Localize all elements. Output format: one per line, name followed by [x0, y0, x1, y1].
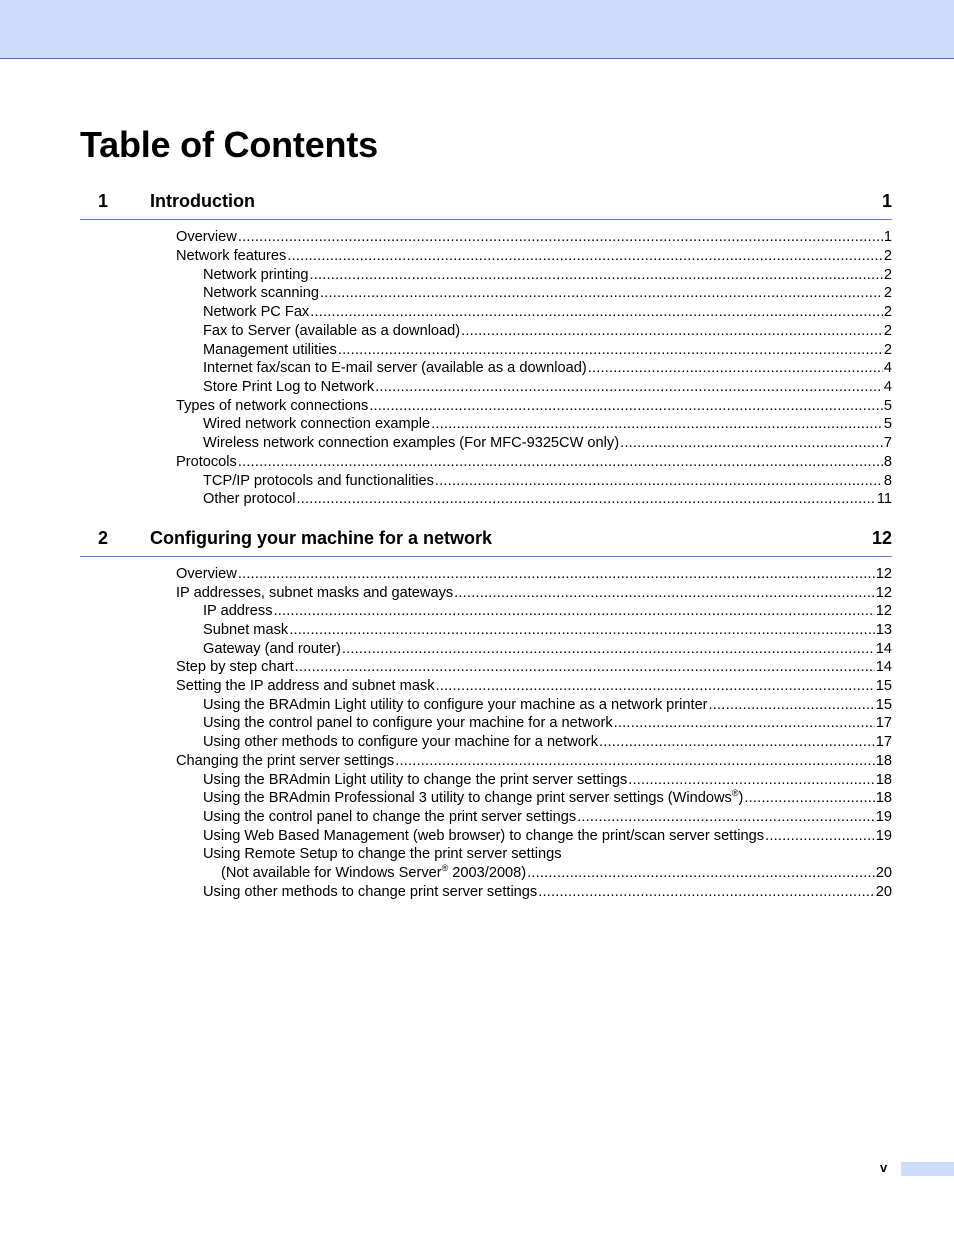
toc-entry-page: 4: [883, 360, 892, 376]
toc-entry[interactable]: [176, 752, 892, 771]
dot-leader: [238, 565, 875, 583]
toc-subentry[interactable]: [203, 621, 892, 640]
dot-leader: [310, 303, 883, 321]
toc-entry-page: 5: [883, 398, 892, 414]
toc-entry-page: 20: [875, 884, 892, 900]
toc-subentry[interactable]: [203, 714, 892, 733]
toc-entry[interactable]: [176, 453, 892, 472]
toc-entry-text: IP addresses, subnet masks and gateways: [176, 585, 454, 601]
toc-entry-page: 2: [883, 323, 892, 339]
dot-leader: [538, 883, 875, 901]
toc-subentry[interactable]: [203, 640, 892, 659]
toc-entry-page: 2: [883, 248, 892, 264]
toc-entry-page: 17: [875, 734, 892, 750]
dot-leader: [431, 415, 883, 433]
toc-entry-page: 8: [883, 454, 892, 470]
toc-entry-text: Changing the print server settings: [176, 753, 395, 769]
toc-subentry[interactable]: [203, 602, 892, 621]
registered-mark: ®: [731, 788, 739, 799]
toc-entry-text: Store Print Log to Network: [203, 379, 375, 395]
toc-subentry[interactable]: [203, 359, 892, 378]
toc-subentry[interactable]: [203, 415, 892, 434]
dot-leader: [238, 453, 883, 471]
toc-entry-text: Using Web Based Management (web browser) to change the print/scan server settings: [203, 828, 765, 844]
dot-leader: [369, 397, 883, 415]
toc-entry-text: Network features: [176, 248, 287, 264]
dot-leader: [320, 284, 883, 302]
toc-entry[interactable]: [176, 584, 892, 603]
toc-entry-text: Using the control panel to change the print server settings: [203, 809, 577, 825]
chapter-page: 12: [871, 528, 892, 548]
toc-subentry[interactable]: [203, 266, 892, 285]
chapter-2-heading[interactable]: [80, 527, 892, 557]
toc-entry-page: 15: [875, 697, 892, 713]
toc-entry-page: 8: [883, 473, 892, 489]
dot-leader: [238, 228, 883, 246]
toc-entry-text: Internet fax/scan to E-mail server (available as a download): [203, 360, 587, 376]
toc-entry-page: 12: [875, 566, 892, 582]
toc-entry-page: 4: [883, 379, 892, 395]
dot-leader: [527, 864, 875, 882]
toc-entry[interactable]: [176, 565, 892, 584]
toc-entry-text: [203, 789, 743, 807]
dot-leader: [436, 677, 875, 695]
dot-leader: [289, 621, 875, 639]
dot-leader: [599, 733, 875, 751]
toc-entry-text: Protocols: [176, 454, 237, 470]
toc-entry-text: Wireless network connection examples (For MFC-9325CW only): [203, 435, 620, 451]
toc-entry-text: Types of network connections: [176, 398, 369, 414]
toc-entry-page: 19: [875, 828, 892, 844]
toc-entry-text: Using the BRAdmin Light utility to change the print server settings: [203, 772, 628, 788]
toc-entry[interactable]: [176, 658, 892, 677]
toc-entry-text: [221, 864, 526, 882]
dot-leader: [588, 359, 883, 377]
dot-leader: [614, 714, 875, 732]
toc-entry[interactable]: [176, 247, 892, 266]
toc-entry-page: 18: [875, 753, 892, 769]
registered-mark: ®: [441, 863, 449, 874]
chapter-1-heading[interactable]: [80, 190, 892, 220]
toc-entry-text: Overview: [176, 566, 237, 582]
toc-subentry[interactable]: [203, 472, 892, 491]
toc-entry-page: 18: [875, 772, 892, 788]
dot-leader: [338, 341, 883, 359]
toc-entry-text-tail: ): [738, 790, 744, 806]
toc-entry[interactable]: [176, 397, 892, 416]
toc-entry-text: Fax to Server (available as a download): [203, 323, 461, 339]
dot-leader: [296, 490, 875, 508]
toc-subentry[interactable]: [203, 303, 892, 322]
chapter-title: Introduction: [150, 191, 255, 211]
toc-entry-text: Using the BRAdmin Light utility to configure your machine as a network printer: [203, 697, 708, 713]
toc-entry-text: Management utilities: [203, 342, 337, 358]
toc-subentry[interactable]: [203, 789, 892, 808]
dot-leader: [461, 322, 883, 340]
footer-page-number: v: [880, 1160, 888, 1175]
chapter-title: Configuring your machine for a network: [150, 528, 493, 548]
toc-subentry[interactable]: [203, 322, 892, 341]
dot-leader: [620, 434, 883, 452]
toc-entry-page: 2: [883, 342, 892, 358]
toc-entry-text-main: (Not available for Windows Server: [221, 865, 442, 881]
dot-leader: [395, 752, 875, 770]
dot-leader: [628, 771, 875, 789]
toc-entry-text: Network PC Fax: [203, 304, 310, 320]
toc-entry-text: Using other methods to change print server settings: [203, 884, 538, 900]
toc-subentry[interactable]: [203, 883, 892, 902]
toc-entry[interactable]: [176, 677, 892, 696]
toc-subentry[interactable]: [203, 827, 892, 846]
toc-entry-text: Subnet mask: [203, 622, 289, 638]
dot-leader: [435, 472, 883, 490]
dot-leader: [577, 808, 875, 826]
toc-entry-page: 13: [875, 622, 892, 638]
dot-leader: [309, 266, 882, 284]
toc-entry-page: 17: [875, 715, 892, 731]
toc-entry-page: 18: [875, 790, 892, 806]
dot-leader: [709, 696, 875, 714]
toc-subentry[interactable]: [203, 434, 892, 453]
toc-entry-page: 20: [875, 865, 892, 881]
dot-leader: [375, 378, 883, 396]
toc-entry-text: Wired network connection example: [203, 416, 431, 432]
toc-entry-text: Network printing: [203, 267, 309, 283]
toc-entry-text: IP address: [203, 603, 273, 619]
toc-entry-text: Using other methods to configure your machine for a network: [203, 734, 599, 750]
toc-entry-page: 7: [883, 435, 892, 451]
chapter-page: 1: [881, 191, 892, 211]
toc-entry-text-tail: 2003/2008): [448, 865, 527, 881]
toc-subentry-first-line[interactable]: Using Remote Setup to change the print server settings: [203, 846, 562, 862]
page-title: Table of Contents: [80, 124, 378, 165]
toc-entry-page: 19: [875, 809, 892, 825]
chapter-number: 1: [98, 191, 109, 211]
footer-tab: [901, 1162, 954, 1176]
toc-entry-page: 11: [876, 491, 892, 507]
toc-entry-page: 15: [875, 678, 892, 694]
toc-entry-page: 14: [875, 641, 892, 657]
toc-entry-text-main: Using the BRAdmin Professional 3 utility to change print server settings (Windows: [203, 790, 732, 806]
dot-leader: [342, 640, 875, 658]
toc-entry-page: 2: [883, 304, 892, 320]
toc-entry-text: Overview: [176, 229, 237, 245]
toc-subentry[interactable]: [203, 341, 892, 360]
dot-leader: [744, 789, 874, 807]
toc-entry[interactable]: [176, 228, 892, 247]
toc-entry-text: Setting the IP address and subnet mask: [176, 678, 435, 694]
toc-entry-text: Using the control panel to configure your machine for a network: [203, 715, 613, 731]
toc-entry-text: TCP/IP protocols and functionalities: [203, 473, 434, 489]
header-band: [0, 0, 954, 59]
toc-subentry[interactable]: [203, 378, 892, 397]
toc-subentry[interactable]: [203, 808, 892, 827]
toc-entry-text: Network scanning: [203, 285, 319, 301]
dot-leader: [765, 827, 875, 845]
toc-subentry[interactable]: [203, 771, 892, 790]
dot-leader: [287, 247, 883, 265]
toc-entry-page: 2: [883, 285, 892, 301]
toc-entry-page: 12: [875, 603, 892, 619]
toc-entry-page: 12: [875, 585, 892, 601]
toc-entry-text: Gateway (and router): [203, 641, 341, 657]
dot-leader: [454, 584, 875, 602]
dot-leader: [274, 602, 875, 620]
dot-leader: [295, 658, 875, 676]
toc-entry-text: Step by step chart: [176, 659, 294, 675]
toc-subentry[interactable]: [203, 733, 892, 752]
toc-subentry[interactable]: [203, 284, 892, 303]
toc-subentry[interactable]: [203, 696, 892, 715]
toc-entry-page: 5: [883, 416, 892, 432]
chapter-number: 2: [98, 528, 109, 548]
toc-entry-page: 2: [883, 267, 892, 283]
toc-entry-page: 14: [875, 659, 892, 675]
toc-subentry-continuation[interactable]: [221, 864, 892, 883]
toc-entry-text: Other protocol: [203, 491, 296, 507]
toc-subentry[interactable]: [203, 490, 892, 509]
toc-entry-page: 1: [883, 229, 892, 245]
